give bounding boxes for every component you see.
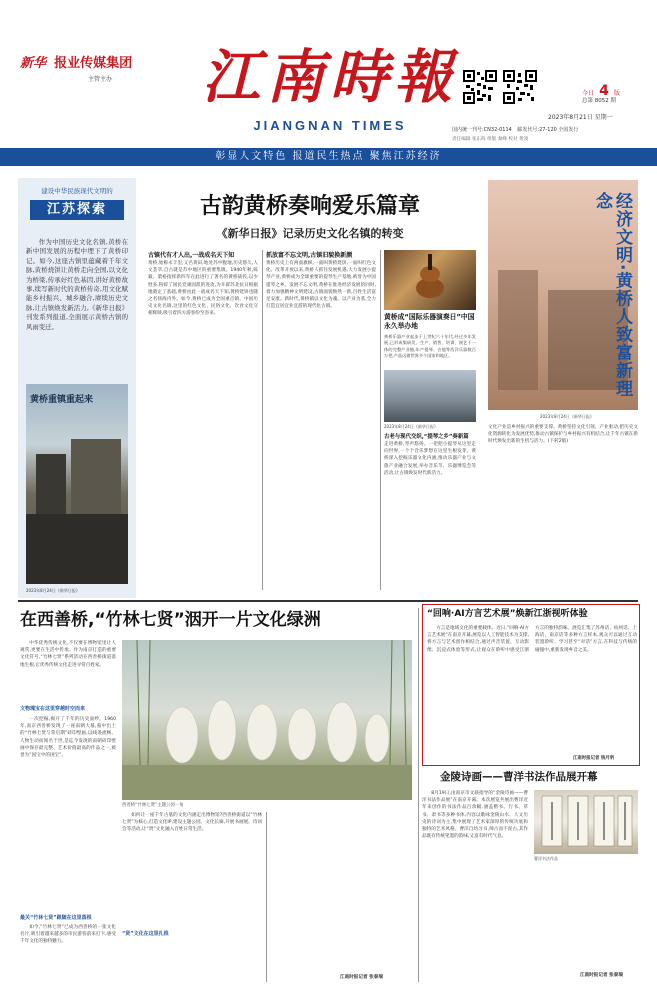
ai-story-box	[422, 604, 640, 766]
bottom-body-col3	[270, 812, 412, 972]
photo-caption: 黄桥重镇重起来	[30, 395, 94, 405]
sculpture-graphic	[122, 640, 412, 800]
calligraphy-caption: 曹洋书法作品	[534, 856, 558, 861]
group-name: 报业传媒集团	[54, 56, 133, 71]
sponsor-label: 主管主办	[88, 76, 113, 83]
right-banner	[488, 180, 638, 410]
violin-icon	[384, 250, 476, 310]
sidebar-intro: 作为中国历史文化名镇,黄桥在新中国发展的历程中埋下了黄桥印记。如今,这座古镇里蕴藏着千年文脉,黄桥烧饼让黄桥走向全国,以文化为桥梁,传承好红色基因,讲好黄桥故事,续写新时代的黄桥传奇,用文化赋能乡村振兴、城乡融合,赓续历史文脉,让古镇焕发新活力,《新华日报》刊发系列报道,全面展示黄桥古镇的风雨变迁。	[26, 238, 128, 331]
bottom-sub3: 最关“竹林七贤”跟随在这里落根	[20, 915, 92, 921]
top-story-subhead: 《新华日报》记录历史文化名镇的转变	[216, 227, 404, 240]
town-photo	[26, 384, 128, 584]
col3-title: 古老与现代交织,“提琴之乡”奏新篇	[384, 434, 469, 440]
section-title-banner	[30, 200, 124, 220]
page-count: 今日 4 版	[582, 83, 620, 99]
ai-story-headline: “回响·AI方言艺术展”焕新江浙视听体验	[427, 609, 588, 619]
col2-title: 抓放富不忘文明,古镇旧貌换新颜	[266, 252, 353, 259]
sidebar-photo-credit: 2023年8月24日《新华日报》	[26, 588, 80, 593]
calligraphy-body: 8月19日,由南京市文联指导的“金陵诗画——曹洋书法作品展”在南京开幕。本次展览共展出曹洋近年来创作的书法作品百余幅,涵盖楷书、行书、草书、隶书等多种书体,内容以歌咏金陵山水、人文历史的诗词为主,集中展现了艺术家深厚的传统功底和独特的艺术风格。曹洋自幼习书,师古而不泥古,其作品既有传统笔墨的韵味,又富有时代气息。	[422, 791, 528, 840]
calligraphy-byline: 江南时报记者 张泰瑞	[580, 973, 623, 978]
section-kicker: 建设中华民族现代文明的	[41, 187, 113, 195]
slogan-bar	[0, 148, 657, 166]
bottom-story-headline: 在西善桥,“竹林七贤”洇开一片文化绿洲	[20, 610, 321, 630]
cn-code: 国内统一刊号:CN32-0114 邮发代号:27-120 全国发行	[452, 127, 579, 133]
inset-photo-credit: 2023年8月24日《新华日报》	[384, 424, 438, 429]
masthead	[0, 0, 657, 180]
bamboo-photo-caption: 西善桥“竹林七贤”主题公园一角	[122, 803, 184, 808]
paper-title: 江南時報	[201, 43, 458, 111]
bottom-sub2: “贤”文化在这里扎根	[122, 931, 169, 937]
left-sidebar	[18, 178, 136, 598]
inset-photo	[384, 250, 476, 310]
ai-story-byline: 江南时报记者 钱月明	[573, 756, 615, 761]
publish-date: 2023年8月21日 星期一	[548, 114, 613, 121]
col1-text: 黄桥,始称永丰里,又名黄田,地处苏中腹地,历史悠久,人文荟萃,自古就是苏中地区的重要集镇。1940年秋,陈毅、粟裕指挥新四军在此进行了著名的黄桥战役,以少胜多,粉碎了国民党顽固派的进攻,为开辟苏北抗日根据地奠定了基础,黄桥由此一战成名天下知,黄桥烧饼也随之名扬海内外。如今,黄桥已成为全国重点镇、中国历史文化名镇,这里的红色文化、民俗文化、饮食文化交相辉映,吸引着四方游客纷至沓来。	[148, 261, 258, 317]
col3-text: 走进黄桥,琴声悠扬。一把把小提琴从这里走向世界,一个个音乐梦想在这里生根发芽。黄桥深入挖掘乐器文化内涵,推动乐器产业与文旅产业融合发展,举办音乐节、乐器博览会等活动,让古镇焕发时代新活力。	[384, 442, 476, 476]
group-logo	[20, 52, 150, 74]
editors-line: 责任编辑 张东海 组版 秦峰 校对 黄凌	[452, 137, 529, 142]
calligraphy-scroll-graphic	[534, 790, 638, 854]
calligraphy-headline: 金陵诗画——曹洋书法作品展开幕	[440, 771, 598, 783]
top-story-headline: 古韵黄桥奏响爱乐篇章	[199, 194, 420, 219]
banner-photo-credit: 2023年8月24日《新华日报》	[540, 414, 594, 419]
calligraphy-photo	[534, 790, 638, 854]
bottom-byline: 江南时报记者 张泰瑞	[340, 975, 383, 980]
group-prefix: 新华	[20, 56, 47, 71]
bottom-body2: 如何让一座千年古墓的文化内涵走出博物馆?西善桥街道以“竹林七贤”为核心,打造文化IP,建设主题公园、文化长廊,开展书画展、诗词会等活动,让“贤”文化融入百姓日常生活。	[122, 813, 262, 833]
ai-story-body: 方言是地域文化的重要载体。近日,“回响·AI方言艺术展”在南京开幕,展览以人工智能技术为支撑,将方言与艺术创作相结合,通过声音装置、互动影像、沉浸式体验等形式,让观众在聆听中感受江浙方言的独特韵味。展览汇集了苏州话、杭州话、上海话、南京话等多种方言样本,观众可以通过互动装置聆听、学习甚至“对话”方言,在科技与传统的碰撞中,重新发现乡音之美。	[427, 626, 637, 653]
bottom-body3: 如今,“竹林七贤”已成为西善桥的一张文化名片,吸引着越来越多的市民游客前来打卡,感受千年文化的独特魅力。	[20, 925, 116, 945]
inset-photo-2	[384, 370, 476, 422]
qr-code-icon	[463, 70, 497, 104]
bottom-sub1: 文物瑰宝在这里穿越时空而来	[20, 706, 86, 712]
bottom-body2b	[122, 940, 262, 976]
col2-text: 黄桥历史上有两面旗帜,一面叫黄桥烧饼,一面叫红色文化。改革开放以来,黄桥人抓住发展机遇,大力发展小提琴产业,黄桥成为全球重要的提琴生产基地,被誉为中国提琴之乡。发展不忘文明,黄桥在推进经济发展的同时,着力加强精神文明建设,古镇面貌焕然一新,百姓生活富足安康。新时代,黄桥镇以文化为魂、以产业为基,全力打造宜居宜业宜游的现代化古镇。	[266, 261, 376, 310]
paper-title-en: JIANGNAN TIMES	[253, 118, 407, 133]
section-title: 江苏探索	[46, 202, 107, 217]
col1-title: 古镇代有才人出,一战成名天下知	[148, 252, 235, 259]
bottom-intro: 中华优秀传统文化,不仅要在博物馆里让人观赏,更要在生活中传承。作为南京打造的重要文化符号,“竹林七贤”系列活动在西善桥街道落地生根,让优秀传统文化走进寻常百姓家。	[20, 641, 116, 668]
inset-title: 黄桥成“国际乐器演奏日”中国永久举办地	[384, 313, 475, 330]
banner-vertical-headline: 经济文明·黄桥人致富新理念	[592, 192, 632, 398]
bamboo-sculpture-photo	[122, 640, 412, 800]
issue-number: 总第 8052 期	[582, 98, 616, 104]
col4-text: 文化产业是乡村振兴的重要支撑。黄桥坚持文化引领、产业驱动,把历史文化资源转化为发展优势,推动古镇保护与乡村振兴有机结合,让千年古镇在新时代焕发出新的生机与活力。(下转2版)	[488, 425, 638, 445]
bottom-body1: 一次挖掘,揭开了千年的历史面纱。1960年,南京西善桥发现了一座南朝大墓,墓中出土的“竹林七贤与荣启期”砖印壁画,以线条流畅、人物生动而闻名于世,是迄今发现的南朝砖印壁画中保存最完整、艺术价值最高的作品之一,被誉为“国宝中的国宝”。	[20, 717, 116, 759]
calligraphy-body-2	[534, 864, 638, 968]
slogan: 彰显人文特色 报道民生热点 聚焦江苏经济	[215, 151, 442, 162]
inset-text: 黄桥乐器产业起步于上世纪六十年代,经过多年发展,已形成集研发、生产、销售、培训、演艺于一体的完整产业链,年产提琴、吉他等西洋乐器数百万把,产品远销世界多个国家和地区。	[384, 334, 476, 359]
qr-code-icon	[503, 70, 537, 104]
